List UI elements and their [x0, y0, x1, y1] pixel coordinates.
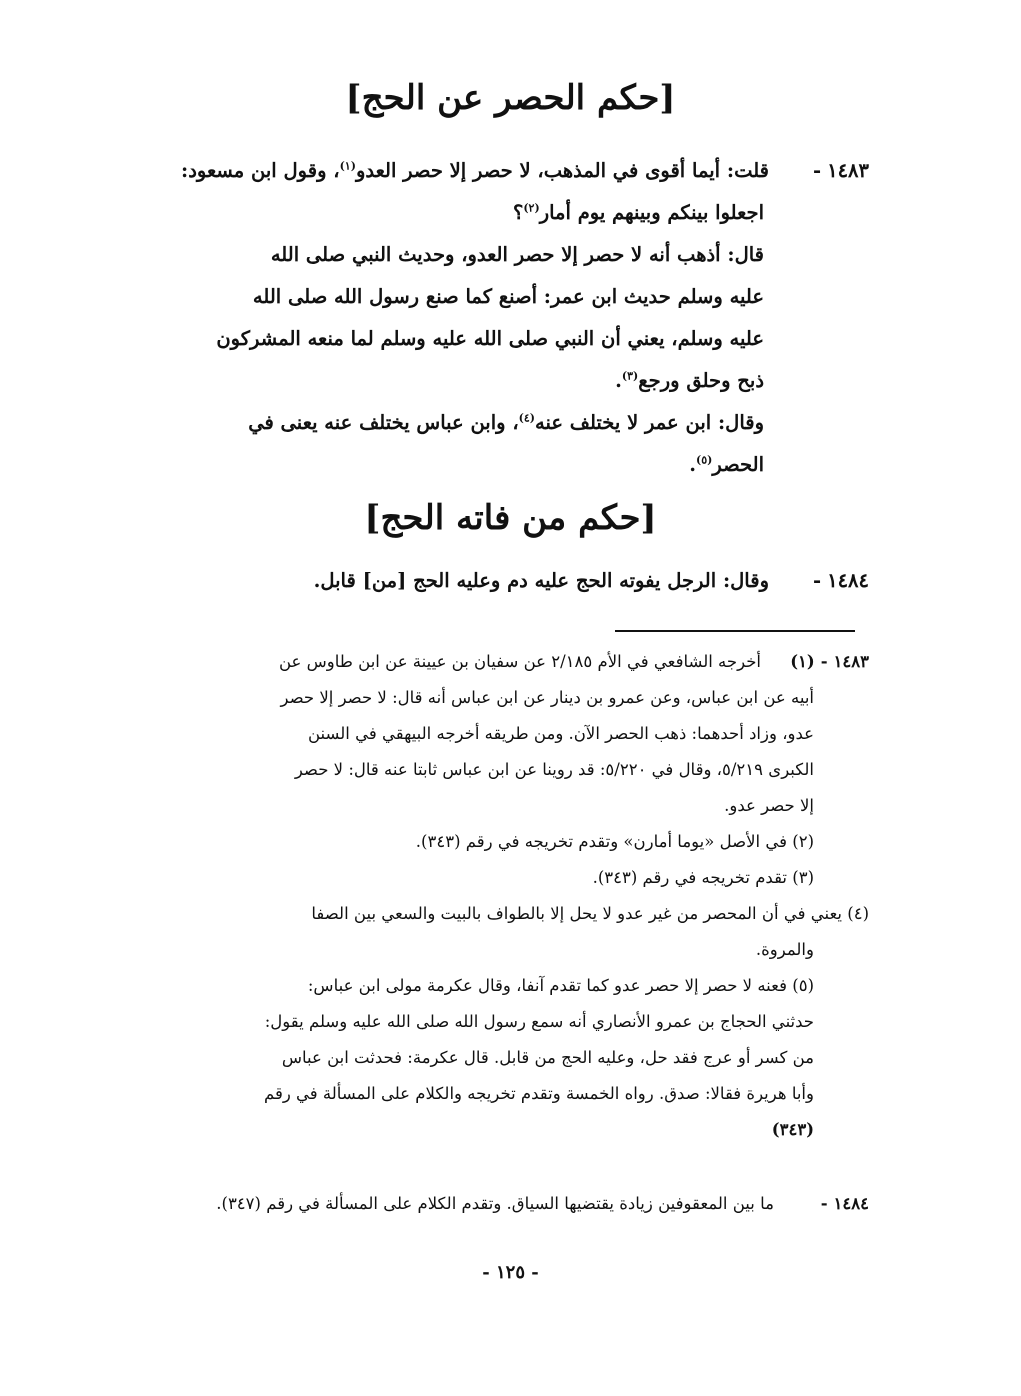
section-heading-missed-hajj: [حكم من فاته الحج]	[364, 498, 657, 538]
footnote-line: الكبرى ٥/٢١٩، وقال في ٥/٢٢٠: قد روينا عن ابن عباس ثابتا عنه قال: لا حصر	[294, 760, 814, 779]
footnote-line: حدثني الحجاج بن عمرو الأنصاري أنه سمع رسول الله صلى الله عليه وسلم يقول:	[264, 1012, 814, 1031]
footnote-line: ما بين المعقوفين زيادة يقتضيها السياق. وتقدم الكلام على المسألة في رقم (٣٤٧).	[216, 1194, 774, 1213]
entry-line: وقال: الرجل يفوته الحج عليه دم وعليه الحج [من] قابل.	[313, 569, 769, 592]
footnote-marker: (١)	[339, 159, 356, 173]
section-heading-siege: [حكم الحصر عن الحج]	[345, 78, 676, 118]
footnote-line: (٣٤٣)	[771, 1120, 814, 1139]
entry-line: قلت: أيما أقوى في المذهب، لا حصر إلا حصر العدو$^{(١)}$، وقول ابن مسعود:	[181, 159, 769, 182]
footnote-line: عدو، وزاد أحدهما: ذهب الحصر الآن. ومن طريقه أخرجه البيهقي في السنن	[307, 724, 814, 743]
footnote-separator	[615, 630, 855, 632]
footnote-line: (٤) يعني في أن المحصر من غير عدو لا يحل إلا بالطواف بالبيت والسعي بين الصفا	[311, 904, 869, 923]
entry-line: الحصر$^{(٥)}$.	[689, 453, 764, 476]
footnote-entry-number: ١٤٨٤-	[820, 1194, 869, 1213]
entry-line: عليه وسلم حديث ابن عمر: أصنع كما صنع رسول الله صلى الله	[252, 285, 764, 308]
entry-1484	[154, 560, 869, 602]
entry-line: ذبح وحلق ورجع$^{(٣)}$.	[615, 369, 764, 392]
footnote-line: أخرجه الشافعي في الأم ٢/١٨٥ عن سفيان بن عيينة عن ابن طاوس عن	[278, 652, 761, 671]
footnote-line: من كسر أو عرج فقد حل، وعليه الحج من قابل. قال عكرمة: فحدثت ابن عباس	[281, 1048, 814, 1067]
entry-number: ١٤٨٣-	[813, 159, 869, 182]
footnote-line: (٢) في الأصل «يوما أمارن» وتقدم تخريجه في رقم (٣٤٣).	[415, 832, 814, 851]
footnote-marker: (٢)	[523, 201, 540, 215]
entry-number: ١٤٨٤-	[813, 569, 869, 592]
entry-line: قال: أذهب أنه لا حصر إلا حصر العدو، وحديث النبي صلى الله	[270, 243, 764, 266]
footnote-line: (٣) تقدم تخريجه في رقم (٣٤٣).	[592, 868, 814, 887]
footnote-marker: (٤)	[518, 411, 536, 425]
footnote-line: إلا حصر عدو.	[724, 796, 814, 815]
entry-line: اجعلوا بينكم وبينهم يوم أمار$^{(٢)}$؟	[512, 201, 764, 224]
footnote-line: والمروة.	[755, 940, 814, 959]
footnote-line: (٥) فعنه لا حصر إلا حصر عدو كما تقدم آنفا، وقال عكرمة مولى ابن عباس:	[307, 976, 814, 995]
entry-line: عليه وسلم، يعني أن النبي صلى الله عليه وسلم لما منعه المشركون	[216, 327, 764, 350]
footnote-line: أبيه عن ابن عباس، وعن عمرو بن دينار عن ابن عباس أنه قال: لا حصر إلا حصر	[280, 688, 814, 707]
footnote-marker: (٣)	[621, 369, 639, 383]
footnote-1484	[154, 1186, 869, 1222]
footnotes-1483	[154, 644, 869, 1148]
entry-line: وقال: ابن عمر لا يختلف عنه$^{(٤)}$، وابن عباس يختلف عنه يعنى في	[248, 411, 764, 434]
page-number: - ١٢٥ -	[482, 1262, 539, 1283]
footnote-marker: (٥)	[696, 453, 713, 467]
footnote-line: وأبا هريرة فقالا: صدق. رواه الخمسة وتقدم تخريجه والكلام على المسألة في رقم	[263, 1084, 814, 1103]
entry-1483	[154, 150, 869, 486]
footnote-entry-number: ١٤٨٣-(١)	[790, 652, 869, 671]
